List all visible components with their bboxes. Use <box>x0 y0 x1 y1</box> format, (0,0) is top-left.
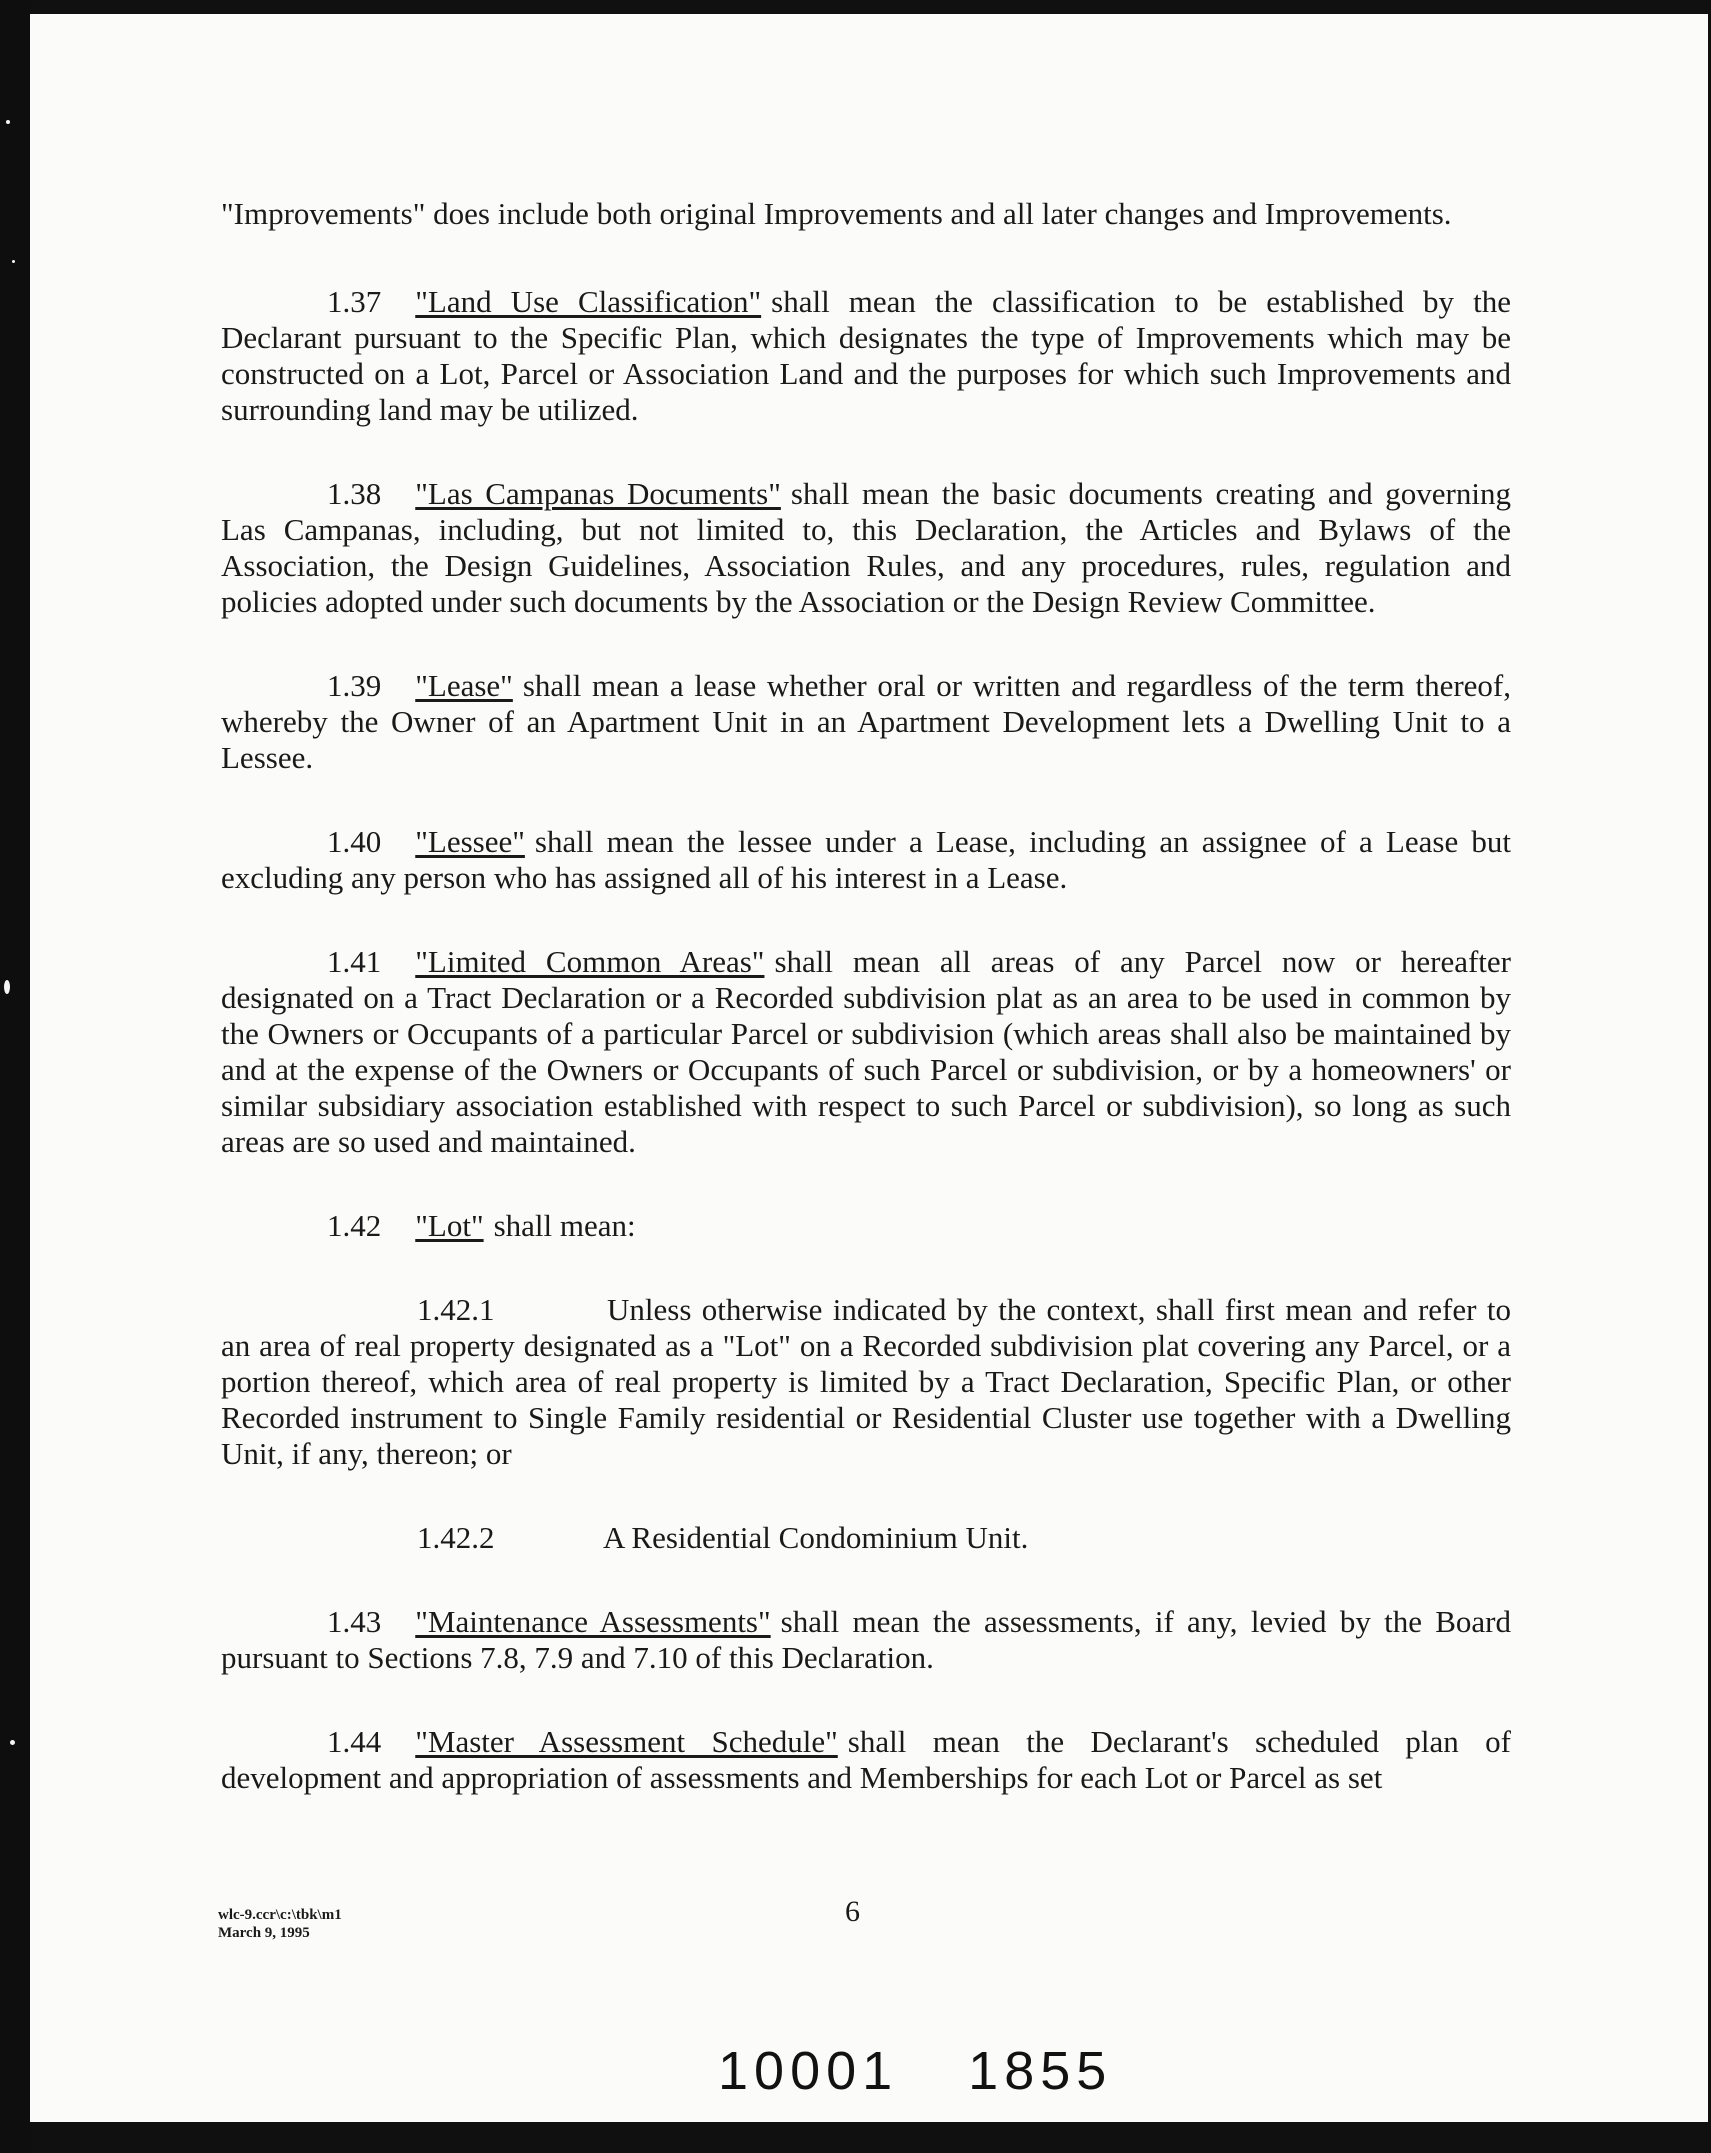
defined-term: "Lot" <box>415 1208 484 1243</box>
file-path: wlc-9.ccr\c:\tbk\m1 <box>218 1907 342 1923</box>
defined-term: "Land Use Classification" <box>415 284 762 319</box>
footer-file-reference <box>218 1906 342 1942</box>
definition-text: shall mean a lease whether oral or written and regardless of the term thereof, whereby the Owner of an Apartment Unit in an Apartment Development lets a Dwelling Unit to a Lessee. <box>221 668 1511 775</box>
subsection-number: 1.42.2 <box>417 1520 495 1555</box>
definition-1-41 <box>221 944 1511 1160</box>
definition-text: shall mean: <box>493 1208 636 1243</box>
definition-text: shall mean the classification to be established by the Declarant pursuant to the Specific Plan, which designates the type of Improvements which may be constructed on a Lot, Parcel or Association Land and the purposes for which such Improvements and surrounding land may be utilized. <box>221 284 1512 427</box>
page-number: 6 <box>845 1895 860 1928</box>
subsection-number: 1.42.1 <box>417 1292 495 1327</box>
document-body <box>221 196 1511 1844</box>
scan-speck <box>10 1740 15 1745</box>
definition-text: shall mean the basic documents creating and governing Las Campanas, including, but not limited to, this Declaration, the Articles and Bylaws of the Association, the Design Guidelines, Association Rules, and any procedures, rules, regulation and policies adopted under such documents by the Association or the Design Review Committee. <box>221 476 1511 619</box>
section-number: 1.40 <box>327 824 382 859</box>
definition-1-42 <box>221 1208 1511 1244</box>
scan-speck <box>4 980 10 994</box>
definition-text: shall mean the lessee under a Lease, including an assignee of a Lease but excluding any person who has assigned all of his interest in a Lease. <box>221 824 1511 895</box>
section-number: 1.41 <box>327 944 382 979</box>
defined-term: "Maintenance Assessments" <box>415 1604 771 1639</box>
definition-1-38 <box>221 476 1511 620</box>
section-number: 1.44 <box>327 1724 382 1759</box>
document-date: March 9, 1995 <box>218 1925 310 1941</box>
definition-text: shall mean the assessments, if any, levied by the Board pursuant to Sections 7.8, 7.9 and 7.10 of this Declaration. <box>221 1604 1511 1675</box>
definition-text: shall mean the Declarant's scheduled plan of development and appropriation of assessments and Memberships for each Lot or Parcel as set <box>221 1724 1512 1795</box>
scan-speck <box>12 260 15 263</box>
definition-1-37 <box>221 284 1511 428</box>
scan-speck <box>6 120 10 124</box>
recording-stamp <box>718 2040 1182 2102</box>
defined-term: "Las Campanas Documents" <box>415 476 781 511</box>
scan-border-left <box>0 0 30 2153</box>
definition-1-40 <box>221 824 1511 896</box>
subsection-1-42-1 <box>221 1292 1511 1472</box>
defined-term: "Limited Common Areas" <box>415 944 765 979</box>
definition-text: shall mean all areas of any Parcel now or hereafter designated on a Tract Declaration or a Recorded subdivision plat as an area to be used in common by the Owners or Occupants of a particular Parcel or subdivision (which areas shall also be maintained by and at the expense of the Owners or Occupants of such Parcel or subdivision, or by a homeowners' or similar subsidiary association established with respect to such Parcel or subdivision), so long as such areas are so used and maintained. <box>221 944 1511 1159</box>
section-number: 1.38 <box>327 476 382 511</box>
subsection-text: A Residential Condominium Unit. <box>603 1520 1029 1555</box>
subsection-1-42-2 <box>417 1520 1511 1556</box>
section-number: 1.37 <box>327 284 382 319</box>
section-number: 1.39 <box>327 668 382 703</box>
defined-term: "Master Assessment Schedule" <box>415 1724 838 1759</box>
stamp-book-number: 10001 <box>718 2041 899 2101</box>
continuation-paragraph: "Improvements" does include both original Improvements and all later changes and Improvements. <box>221 196 1452 231</box>
defined-term: "Lease" <box>415 668 513 703</box>
section-number: 1.42 <box>327 1208 382 1243</box>
definition-1-44 <box>221 1724 1511 1796</box>
defined-term: "Lessee" <box>415 824 525 859</box>
definition-1-39 <box>221 668 1511 776</box>
definition-1-43 <box>221 1604 1511 1676</box>
stamp-page-number: 1855 <box>968 2041 1113 2101</box>
subsection-text: Unless otherwise indicated by the context, shall first mean and refer to an area of real property designated as a "Lot" on a Recorded subdivision plat covering any Parcel, or a portion thereof, which area of real property is limited by a Tract Declaration, Specific Plan, or other Recorded instrument to Single Family residential or Residential Cluster use together with a Dwelling Unit, if any, thereon; or <box>221 1292 1511 1471</box>
section-number: 1.43 <box>327 1604 382 1639</box>
